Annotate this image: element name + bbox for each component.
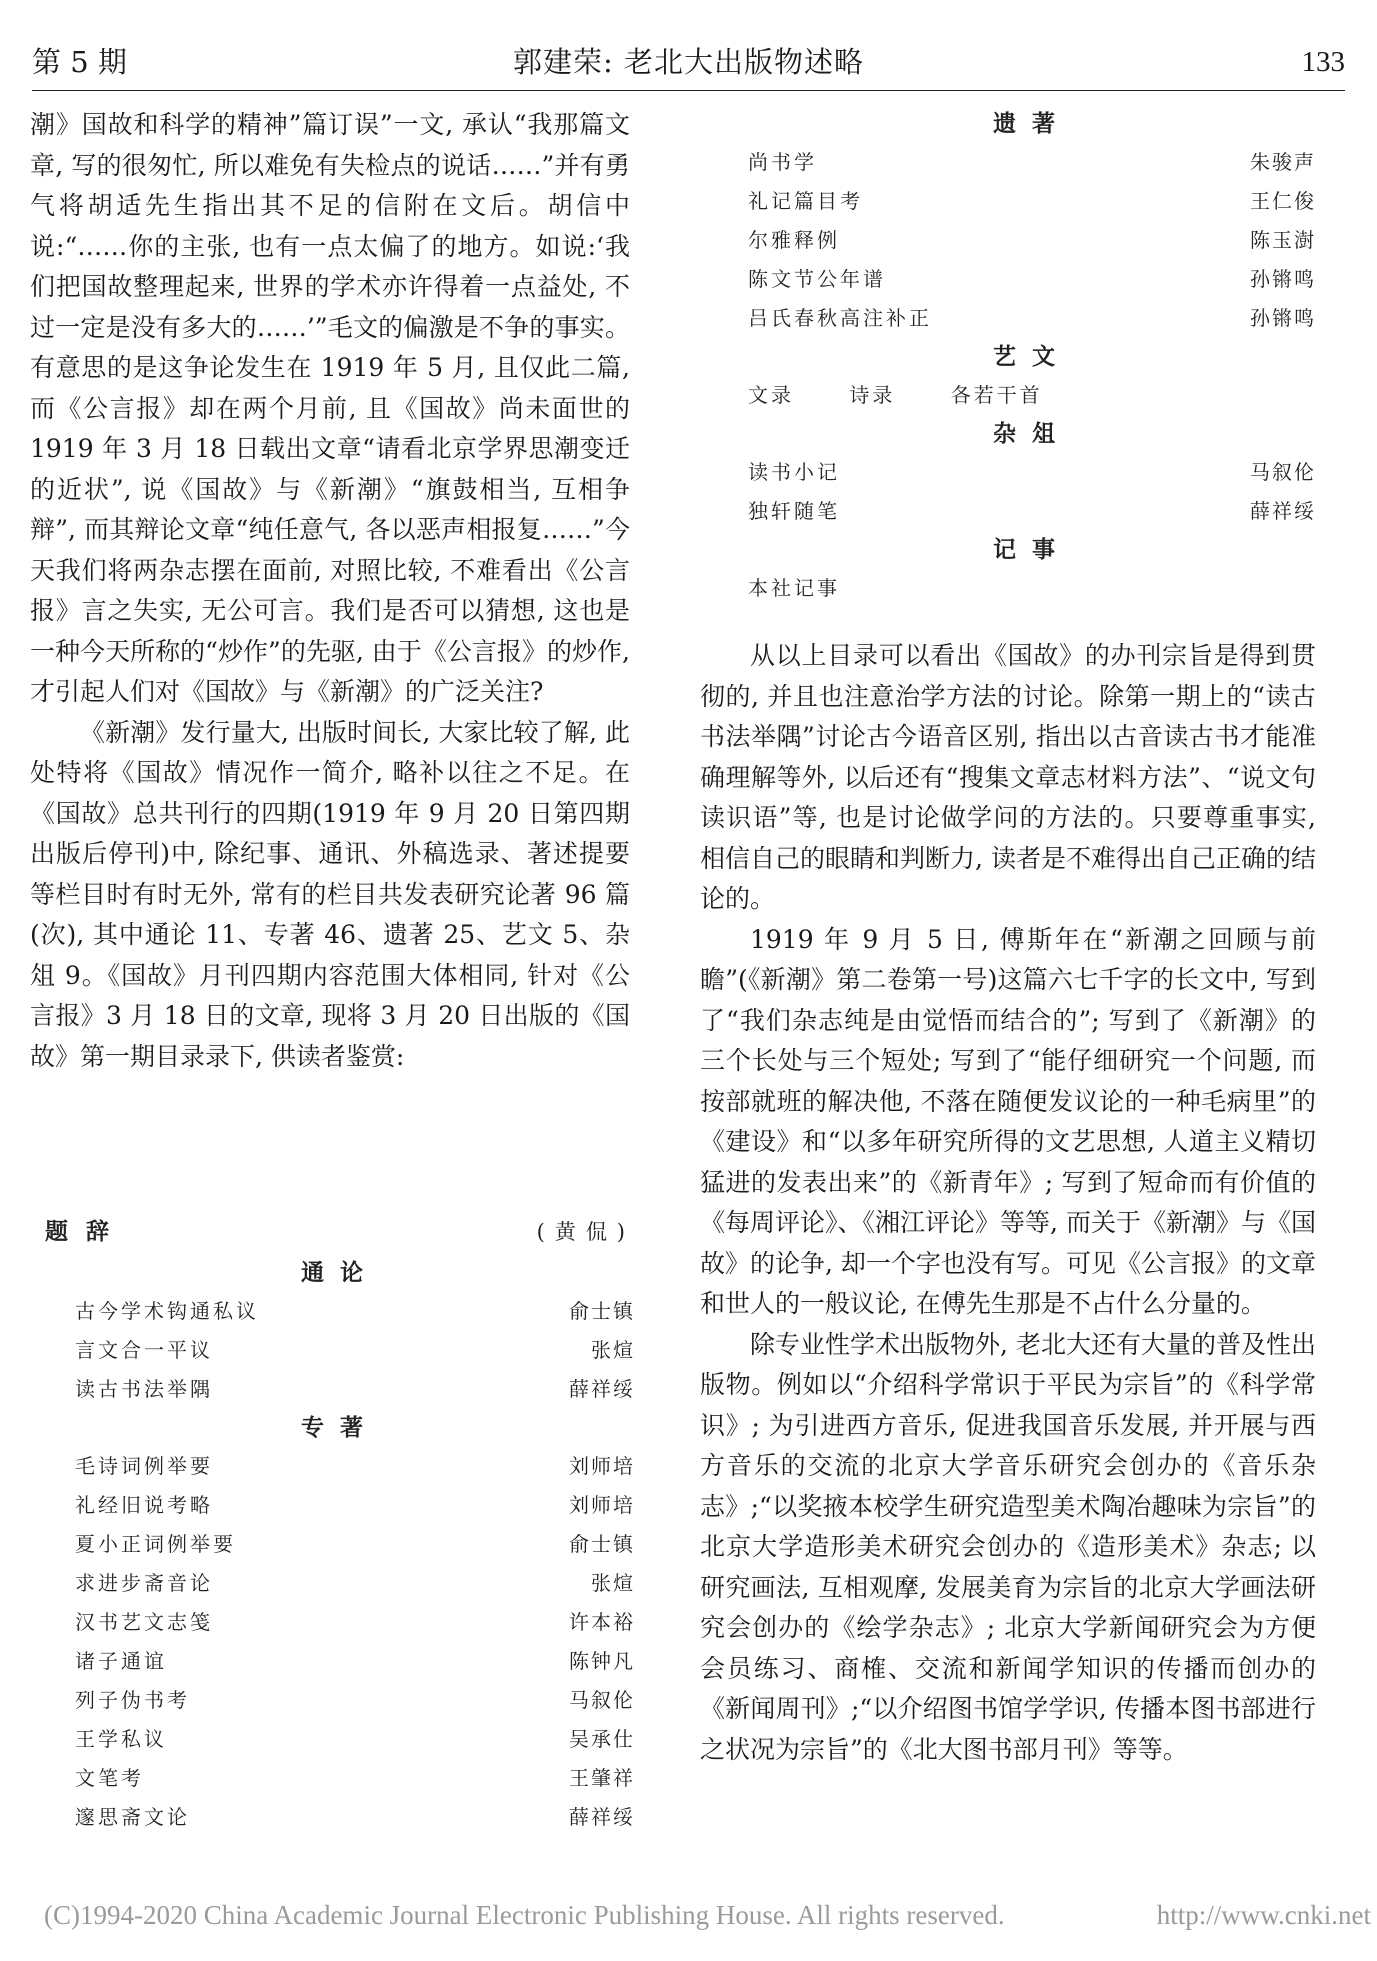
toc-entry-author: 陈钟凡 bbox=[569, 1649, 635, 1673]
toc-entry bbox=[748, 143, 1316, 182]
toc-section-title: 通论 bbox=[301, 1259, 379, 1286]
toc-entry-title: 言文合一平议 bbox=[75, 1338, 213, 1362]
toc-entry-title: 邃思斋文论 bbox=[75, 1805, 190, 1829]
toc-entry bbox=[45, 1486, 635, 1525]
toc-entry-author: 马叙伦 bbox=[569, 1688, 635, 1712]
toc-entry-author: 马叙伦 bbox=[1250, 460, 1316, 484]
toc-entry-title: 古今学术钩通私议 bbox=[75, 1299, 259, 1323]
issue-number: 第 5 期 bbox=[32, 45, 127, 79]
body-paragraph: 1919 年 9 月 5 日, 傅斯年在“新潮之回顾与前瞻”(《新潮》第二卷第一号)这篇六七千字的长文中, 写到了“我们杂志纯是由觉悟而结合的”; 写到了《新潮》的三个长处与三个短处; 写到了“能仔细研究一个问题, 而按部就班的解决他, 不落在随便发议论的一种毛病里”的《建设》和“以多年研究所得的文艺思想, 人道主义精切猛进的发表出来”的《新青年》; 写到了短命而有价值的《每周评论》、《湘江评论》等等, 而关于《新潮》与《国故》的论争, 却一个字也没有写。可见《公言报》的文章和世人的一般议论, 在傅先生那是不占什么分量的。 bbox=[700, 924, 1316, 1318]
toc-entry bbox=[45, 1603, 635, 1642]
toc-entry bbox=[45, 1720, 635, 1759]
toc-entry bbox=[45, 1798, 635, 1837]
toc-entry bbox=[748, 453, 1316, 492]
toc-entry-title: 吕氏春秋高注补正 bbox=[748, 306, 932, 330]
toc-entry-author: 俞士镇 bbox=[569, 1299, 635, 1323]
toc-entry bbox=[748, 569, 1316, 608]
toc-entry-title: 夏小正词例举要 bbox=[75, 1532, 236, 1556]
body-paragraph: 从以上目录可以看出《国故》的办刊宗旨是得到贯彻的, 并且也注意治学方法的讨论。除第一期上的“读古书法举隅”讨论古今语音区别, 指出以古音读古书才能准确理解等外, 以后还有“搜集文章志材料方法”、“说文句读识语”等, 也是讨论做学问的方法的。只要尊重事实, 相信自己的眼睛和判断力, 读者是不难得出自己正确的结论的。 bbox=[700, 641, 1316, 913]
copyright-text: (C)1994-2020 China Academic Journal Electronic Publishing House. All rights reserved. bbox=[44, 1900, 1005, 1930]
toc-entry-author: 吴承仕 bbox=[569, 1727, 635, 1751]
toc-entry-author: 朱骏声 bbox=[1250, 150, 1316, 174]
toc-heading-author: (黄侃) bbox=[536, 1220, 635, 1244]
toc-entry bbox=[748, 260, 1316, 299]
toc-entry-author: 张煊 bbox=[591, 1571, 635, 1595]
toc-entry bbox=[748, 492, 1316, 531]
toc-entry bbox=[45, 1759, 635, 1798]
toc-inline-item: 文录 bbox=[748, 383, 794, 407]
toc-entry-title: 文笔考 bbox=[75, 1766, 144, 1790]
toc-inline-item: 诗录 bbox=[849, 383, 896, 407]
body-paragraph: 《新潮》发行量大, 出版时间长, 大家比较了解, 此处特将《国故》情况作一简介, 略补以往之不足。在《国故》总共刊行的四期(1919 年 9 月 20 日第四期出版后停刊)中, 除纪事、通讯、外稿选录、著述提要等栏目时有时无外, 常有的栏目共发表研究论著 96 篇(次), 其中通论 11、专著 46、遗著 25、艺文 5、杂俎 9。《国故》月刊四期内容范围大体相同, 针对《公言报》3 月 18 日的文章, 现将 3 月 20 日出版的《国故》第一期目录录下, 供读者鉴赏: bbox=[30, 717, 630, 1071]
toc-section-title: 专著 bbox=[301, 1414, 379, 1441]
right-column bbox=[700, 105, 1316, 1770]
toc-entry bbox=[45, 1370, 635, 1409]
toc-entry bbox=[45, 1292, 635, 1331]
toc-entry-title: 礼经旧说考略 bbox=[75, 1493, 213, 1517]
toc-entry-title: 毛诗词例举要 bbox=[75, 1454, 213, 1478]
toc-entry-author: 俞士镇 bbox=[569, 1532, 635, 1556]
toc-entry-title: 求进步斋音论 bbox=[75, 1571, 213, 1595]
toc-inline-item: 各若干首 bbox=[950, 383, 1043, 407]
toc-entry-title: 王学私议 bbox=[75, 1727, 167, 1751]
running-title: 郭建荣: 老北大出版物述略 bbox=[513, 45, 864, 79]
toc-section-title: 记事 bbox=[993, 536, 1071, 563]
toc-entry-title: 列子伪书考 bbox=[75, 1688, 190, 1712]
page-number: 133 bbox=[1301, 46, 1345, 78]
toc-entry-title: 读书小记 bbox=[748, 460, 840, 484]
toc-entry-title: 汉书艺文志笺 bbox=[75, 1610, 213, 1634]
toc-heading-title: 题辞 bbox=[45, 1218, 127, 1245]
toc-entry bbox=[748, 182, 1316, 221]
toc-entry-title: 诸子通谊 bbox=[75, 1649, 167, 1673]
toc-entry-title: 尚书学 bbox=[748, 150, 817, 174]
toc-entry bbox=[748, 299, 1316, 338]
toc-section-title: 杂俎 bbox=[993, 420, 1071, 447]
toc-entry bbox=[45, 1525, 635, 1564]
toc-heading-row bbox=[45, 1210, 635, 1254]
toc-entry-title: 本社记事 bbox=[748, 576, 840, 600]
running-header bbox=[32, 40, 1345, 91]
toc-entry-author: 刘师培 bbox=[569, 1454, 635, 1478]
toc-entry-title: 礼记篇目考 bbox=[748, 189, 863, 213]
toc-entry-author: 张煊 bbox=[591, 1338, 635, 1362]
toc-entry-author: 孙锵鸣 bbox=[1250, 267, 1316, 291]
left-column bbox=[30, 105, 630, 1077]
toc-entry-author: 孙锵鸣 bbox=[1250, 306, 1316, 330]
copyright-footer bbox=[44, 1895, 1371, 1939]
toc-section-title: 遗著 bbox=[993, 110, 1071, 137]
toc-entry bbox=[748, 221, 1316, 260]
toc-entry-author: 薛祥绥 bbox=[1250, 499, 1316, 523]
toc-entry-author: 王肇祥 bbox=[569, 1766, 635, 1790]
toc-entry-author: 刘师培 bbox=[569, 1493, 635, 1517]
toc-inline-row bbox=[748, 376, 1316, 415]
body-paragraph: 除专业性学术出版物外, 老北大还有大量的普及性出版物。例如以“介绍科学常识于平民为宗旨”的《科学常识》; 为引进西方音乐, 促进我国音乐发展, 并开展与西方音乐的交流的北京大学音乐研究会创办的《音乐杂志》;“以奖掖本校学生研究造型美术陶冶趣味为宗旨”的北京大学造形美术研究会创办的《造形美术》杂志; 以研究画法, 互相观摩, 发展美育为宗旨的北京大学画法研究会创办的《绘学杂志》; 北京大学新闻研究会为方便会员练习、商榷、交流和新闻学知识的传播而创办的《新闻周刊》;“以介绍图书馆学学识, 传播本图书部进行之状况为宗旨”的《北大图书部月刊》等等。 bbox=[700, 1329, 1316, 1764]
toc-issue-one-right bbox=[700, 105, 1316, 608]
toc-entry-author: 王仁俊 bbox=[1250, 189, 1316, 213]
toc-section-title: 艺文 bbox=[993, 343, 1071, 370]
toc-entry-title: 独轩随笔 bbox=[748, 499, 840, 523]
toc-entry bbox=[45, 1681, 635, 1720]
toc-entry-author: 许本裕 bbox=[569, 1610, 635, 1634]
toc-entry-title: 陈文节公年谱 bbox=[748, 267, 886, 291]
toc-entry bbox=[45, 1642, 635, 1681]
toc-entry bbox=[45, 1331, 635, 1370]
body-paragraph: 潮》国故和科学的精神”篇订误”一文, 承认“我那篇文章, 写的很匆忙, 所以难免有失检点的说话……”并有勇气将胡适先生指出其不足的信附在文后。胡信中说:“……你的主张, 也有一点太偏了的地方。如说:‘我们把国故整理起来, 世界的学术亦许得着一点益处, 不过一定是没有多大的……’”毛文的偏激是不争的事实。有意思的是这争论发生在 1919 年 5 月, 且仅此二篇, 而《公言报》却在两个月前, 且《国故》尚未面世的 1919 年 3 月 18 日载出文章“请看北京学界思潮变迁的近状”, 说《国故》与《新潮》“旗鼓相当, 互相争辩”, 而其辩论文章“纯任意气, 各以恶声相报复……”今天我们将两杂志摆在面前, 对照比较, 不难看出《公言报》言之失实, 无公可言。我们是否可以猜想, 这也是一种今天所称的“炒作”的先驱, 由于《公言报》的炒作, 才引起人们对《国故》与《新潮》的广泛关注? bbox=[30, 110, 630, 706]
toc-issue-one-left bbox=[45, 1210, 635, 1837]
toc-entry bbox=[45, 1564, 635, 1603]
toc-entry-author: 薛祥绥 bbox=[569, 1377, 635, 1401]
toc-entry bbox=[45, 1447, 635, 1486]
source-url: http://www.cnki.net bbox=[1156, 1900, 1371, 1930]
toc-entry-title: 尔雅释例 bbox=[748, 228, 840, 252]
toc-entry-author: 薛祥绥 bbox=[569, 1805, 635, 1829]
toc-entry-author: 陈玉澍 bbox=[1250, 228, 1316, 252]
toc-entry-title: 读古书法举隅 bbox=[75, 1377, 213, 1401]
